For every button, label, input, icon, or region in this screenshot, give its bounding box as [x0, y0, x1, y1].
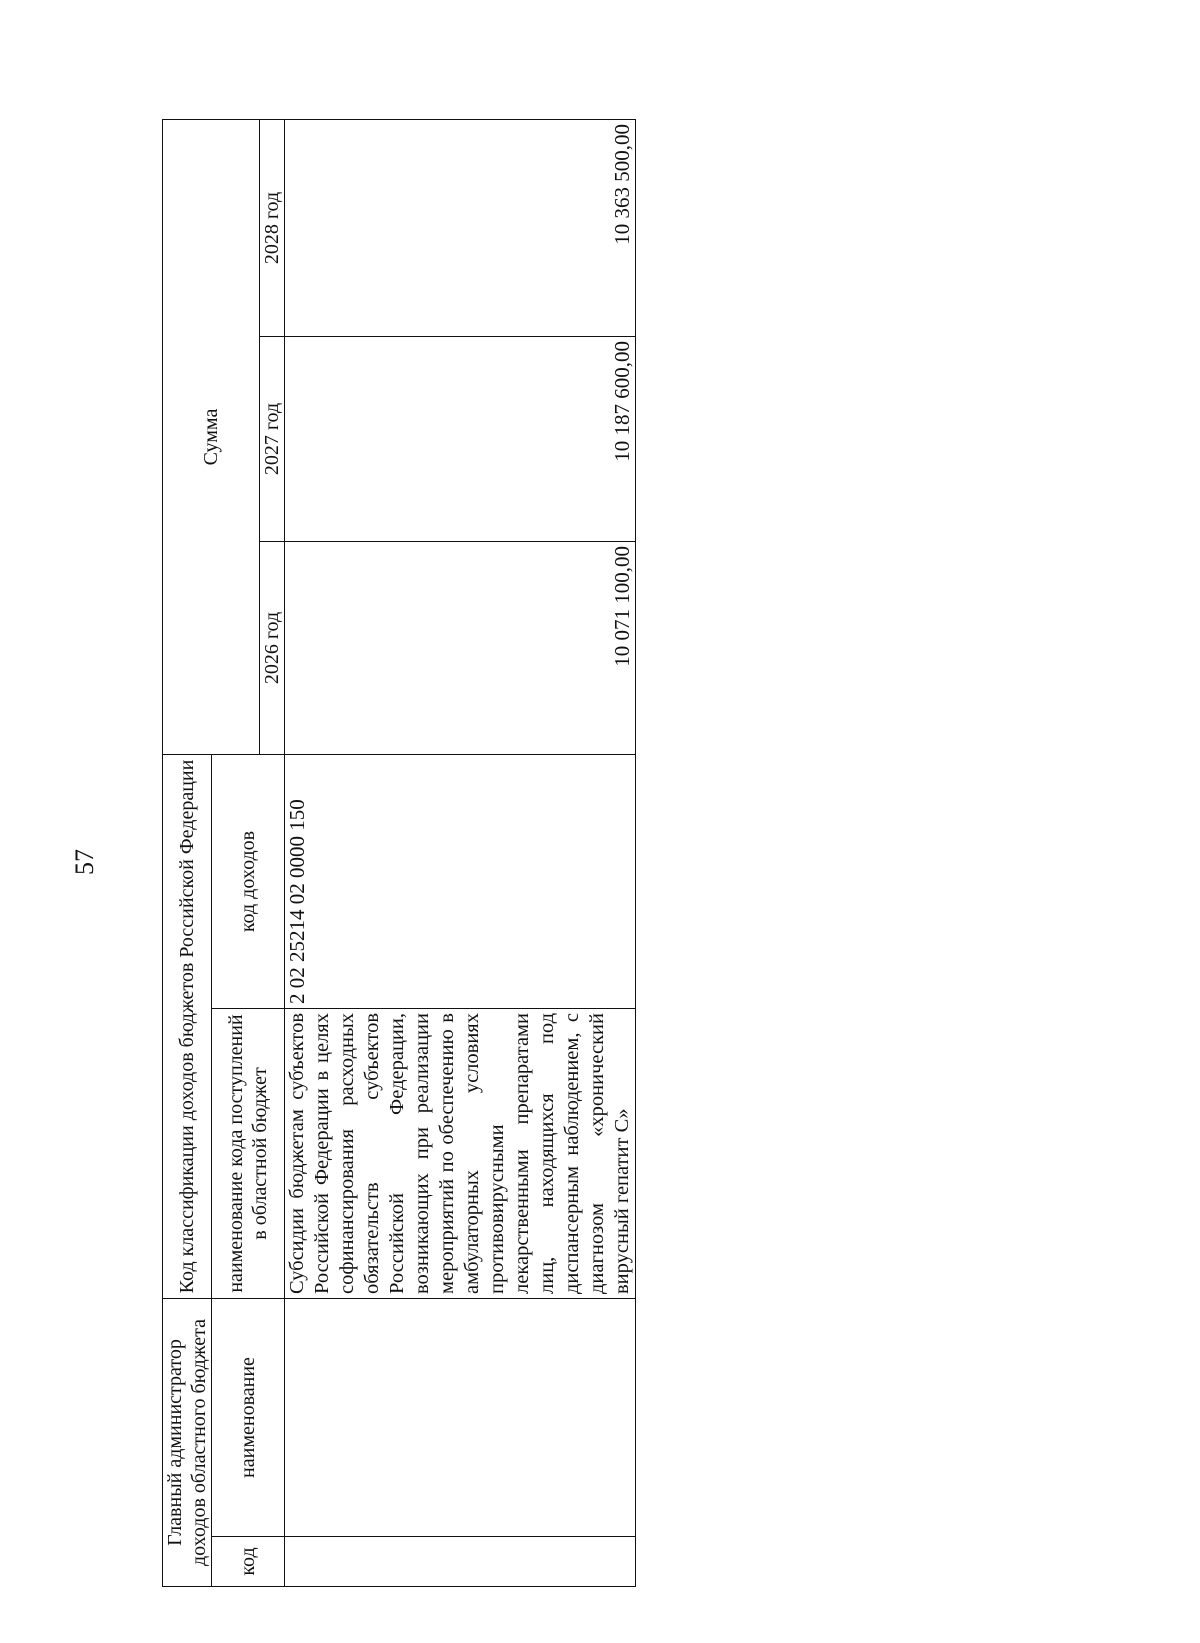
cell-admin-name: [285, 1299, 636, 1537]
header-admin-group: Главный администратор доходов областного бюджета: [163, 1299, 212, 1587]
header-col-income-name: наименование кода поступлений в областной бюджет: [212, 1009, 285, 1299]
cell-admin-code: [285, 1537, 636, 1587]
page-number: 57: [70, 849, 99, 875]
income-classification-table: [162, 119, 636, 1587]
cell-amount-2027: 10 187 600,00: [285, 337, 636, 542]
header-classification-group: Код классификации доходов бюджетов Российской Федерации: [163, 755, 212, 1299]
header-col-2027: 2027 год: [260, 337, 285, 542]
header-col-name: наименование: [212, 1299, 285, 1537]
header-col-2026: 2026 год: [260, 542, 285, 755]
cell-income-code: 2 02 25214 02 0000 150: [285, 755, 636, 1009]
cell-amount-2028: 10 363 500,00: [285, 119, 636, 336]
header-col-income-code: код доходов: [212, 755, 285, 1009]
budget-table-rotated: [162, 120, 634, 1587]
header-sum-group: Сумма: [163, 119, 260, 754]
table-row: [285, 119, 636, 1586]
header-col-code: код: [212, 1537, 285, 1587]
cell-income-name: Субсидии бюджетам субъектов Российской Федерации в целях софинансирования расходных обязательств субъектов Российской Федерации, возникающих при реализации мероприятий по обеспечению в амбулаторных условиях противовирусными лекарственными препаратами лиц, находящихся под диспансерным наблюдением, с диагнозом «хронический вирусный гепатит С»: [285, 1009, 636, 1299]
header-col-2028: 2028 год: [260, 119, 285, 336]
cell-amount-2026: 10 071 100,00: [285, 542, 636, 755]
